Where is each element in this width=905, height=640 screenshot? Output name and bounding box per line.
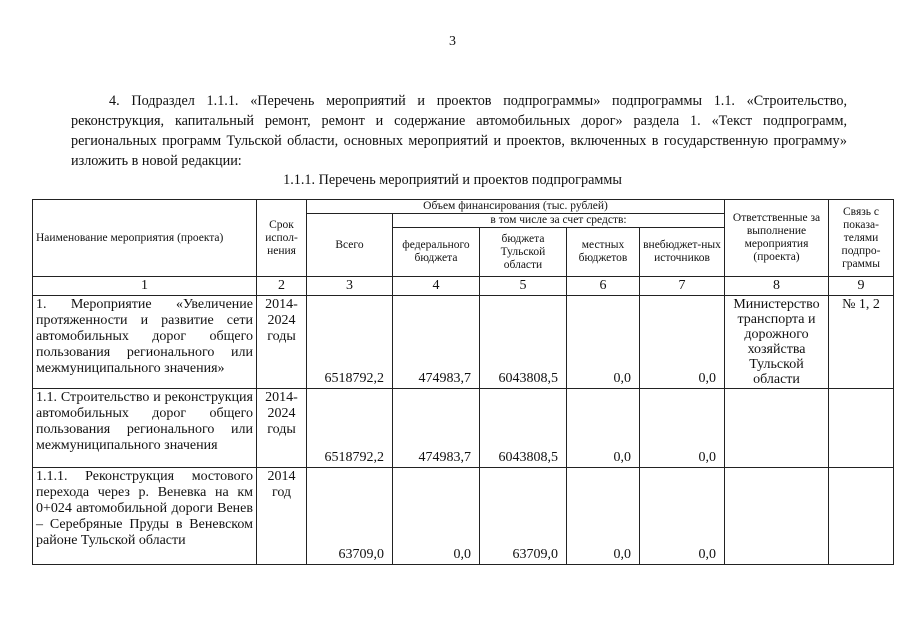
funding-table [32,199,894,565]
header-name: Наименование мероприятия (проекта) [33,200,257,277]
page-number: 3 [449,34,456,49]
header-federal: федерального бюджета [393,228,480,277]
row-name: 1. Мероприятие «Увеличение протяженности и развитие сети автомобильных дорог общего пользования регионального или межмуниципального значения» [33,296,257,389]
row-responsible: Министерство транспорта и дорожного хозяйства Тульской области [725,296,829,389]
row-regional: 63709,0 [480,468,567,565]
header-funding-group: Объем финансирования (тыс. рублей) [307,200,725,214]
table-row [33,468,894,565]
table-row [33,296,894,389]
row-period: 2014-2024 годы [257,296,307,389]
column-number: 4 [393,277,480,296]
row-federal: 0,0 [393,468,480,565]
row-extrabudget: 0,0 [640,296,725,389]
row-federal: 474983,7 [393,389,480,468]
column-number: 6 [567,277,640,296]
header-including-group: в том числе за счет средств: [393,214,725,228]
header-extrabudget: внебюджет-ных источников [640,228,725,277]
column-number: 8 [725,277,829,296]
table-title: 1.1.1. Перечень мероприятий и проектов подпрограммы [283,172,622,188]
row-name: 1.1.1. Реконструкция мостового перехода через р. Веневка на км 0+024 автомобильной дороги Венев – Серебряные Пруды в Веневском районе Тульской области [33,468,257,565]
row-link: № 1, 2 [829,296,894,389]
row-total: 6518792,2 [307,389,393,468]
row-federal: 474983,7 [393,296,480,389]
row-extrabudget: 0,0 [640,389,725,468]
row-total: 6518792,2 [307,296,393,389]
column-number-row [33,277,894,296]
row-responsible [725,389,829,468]
row-local: 0,0 [567,389,640,468]
header-responsible: Ответственные за выполнение мероприятия (проекта) [725,200,829,277]
column-number: 1 [33,277,257,296]
row-period: 2014 год [257,468,307,565]
header-period: Срок испол-нения [257,200,307,277]
table-row [33,389,894,468]
header-total: Всего [307,214,393,277]
header-regional: бюджета Тульской области [480,228,567,277]
row-local: 0,0 [567,296,640,389]
column-number: 3 [307,277,393,296]
row-responsible [725,468,829,565]
row-extrabudget: 0,0 [640,468,725,565]
column-number: 7 [640,277,725,296]
row-link [829,468,894,565]
row-name: 1.1. Строительство и реконструкция автомобильных дорог общего пользования регионального или межмуниципального значения [33,389,257,468]
header-link: Связь с показа-телями подпро-граммы [829,200,894,277]
column-number: 5 [480,277,567,296]
column-number: 2 [257,277,307,296]
row-total: 63709,0 [307,468,393,565]
row-regional: 6043808,5 [480,296,567,389]
row-local: 0,0 [567,468,640,565]
row-period: 2014-2024 годы [257,389,307,468]
row-link [829,389,894,468]
row-regional: 6043808,5 [480,389,567,468]
column-number: 9 [829,277,894,296]
header-local: местных бюджетов [567,228,640,277]
intro-paragraph: 4. Подраздел 1.1.1. «Перечень мероприятий и проектов подпрограммы» подпрограммы 1.1. «Строительство, реконструкция, капитальный ремонт, ремонт и содержание автомобильных дорог» раздела 1. «Текст подпрограмм, региональных программ Тульской области, основных мероприятий и проектов, включенных в государственную программу» изложить в новой редакции: [71,93,847,169]
